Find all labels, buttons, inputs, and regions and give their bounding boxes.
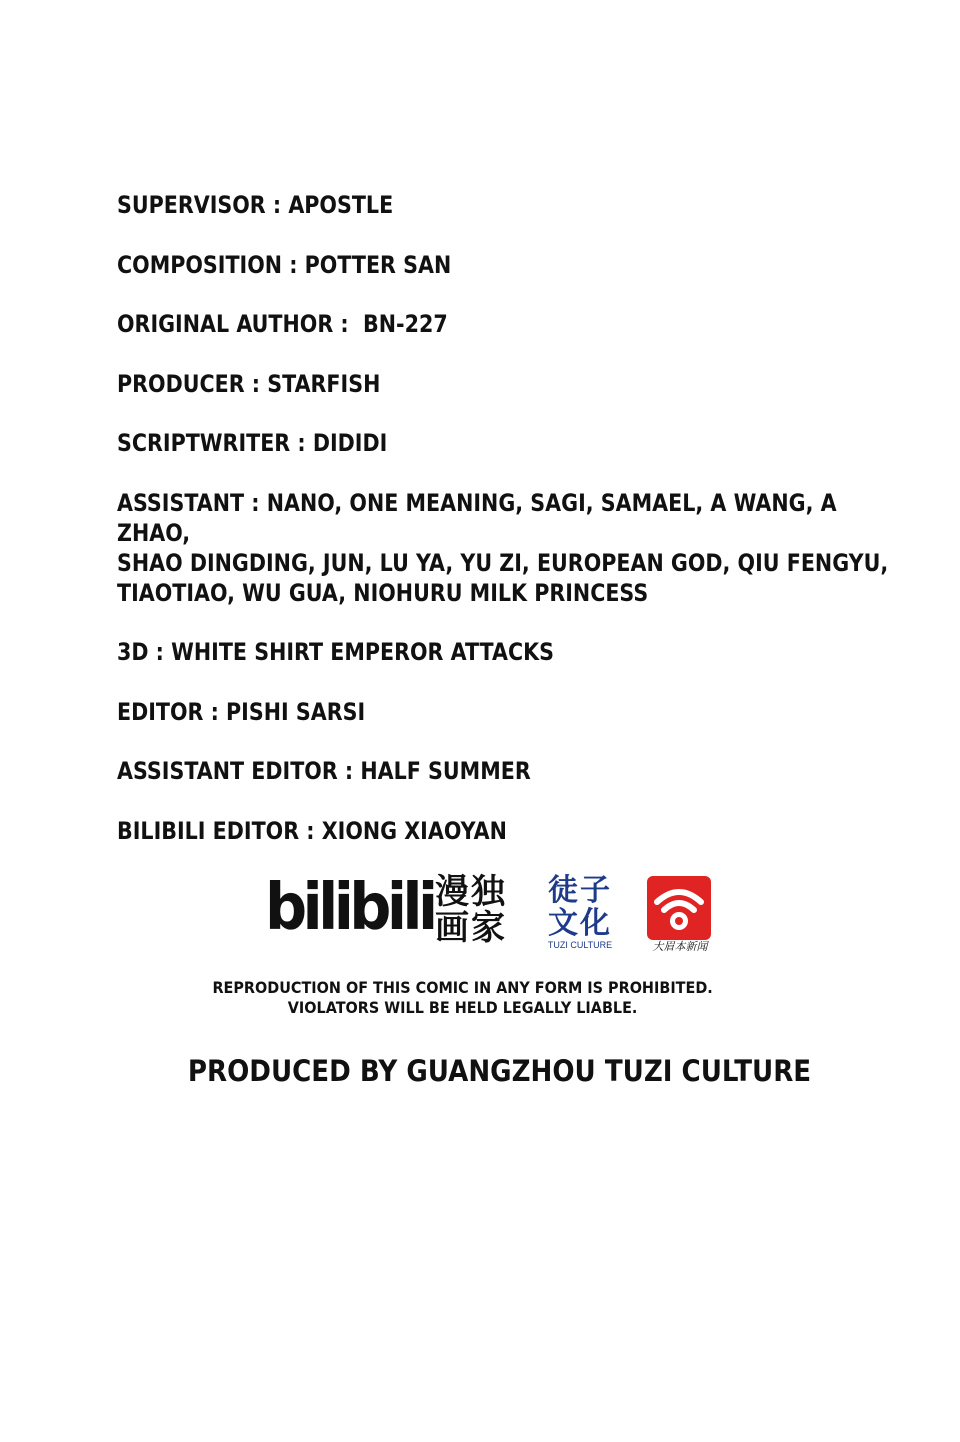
credit-producer: PRODUCER : STARFISH [117,369,381,398]
credit-editor: EDITOR : PISHI SARSI [117,697,366,726]
bilibili-logo: bilibili [265,871,434,945]
credit-original-author: ORIGINAL AUTHOR : BN-227 [117,310,448,338]
credit-composition: COMPOSITION : POTTER SAN [117,250,452,279]
produced-by: PRODUCED BY GUANGZHOU TUZI CULTURE [187,1054,812,1088]
red-logo-caption: 大眉本新闻 [652,940,708,953]
credit-scriptwriter: SCRIPTWRITER : DIDIDI [117,429,388,457]
tuzi-culture-logo [545,874,615,951]
tuzi-culture-chars: 徒子文化 [548,873,612,941]
red-broadcast-logo-icon [647,876,711,940]
credits-list [117,190,907,875]
credit-assistant: ASSISTANT : NANO, ONE MEANING, SAGI, SAMAEL, A WANG, A ZHAO, SHAO DINGDING, JUN, LU YA, YU ZI, EUROPEAN GOD, QIU FENGYU, TIAOTIAO, WU GUA, NIOHURU MILK PRINCESS [117,488,889,607]
publisher-logos [260,870,730,960]
credit-3d: 3D : WHITE SHIRT EMPEROR ATTACKS [117,638,555,666]
credit-assistant-editor: ASSISTANT EDITOR : HALF SUMMER [117,757,531,785]
tuzi-culture-caption: TUZI CULTURE [547,940,613,950]
credit-supervisor: SUPERVISOR : APOSTLE [117,191,394,219]
copyright-notice [0,978,925,1018]
credit-bilibili-editor: BILIBILI EDITOR : XIONG XIAOYAN [117,816,507,845]
manduhuajia-logo: 漫独画家 [435,872,507,948]
copyright-notice-line-2: VIOLATORS WILL BE HELD LEGALLY LIABLE. [287,998,638,1017]
copyright-notice-line-1: REPRODUCTION OF THIS COMIC IN ANY FORM IS PROHIBITED. [212,978,713,997]
